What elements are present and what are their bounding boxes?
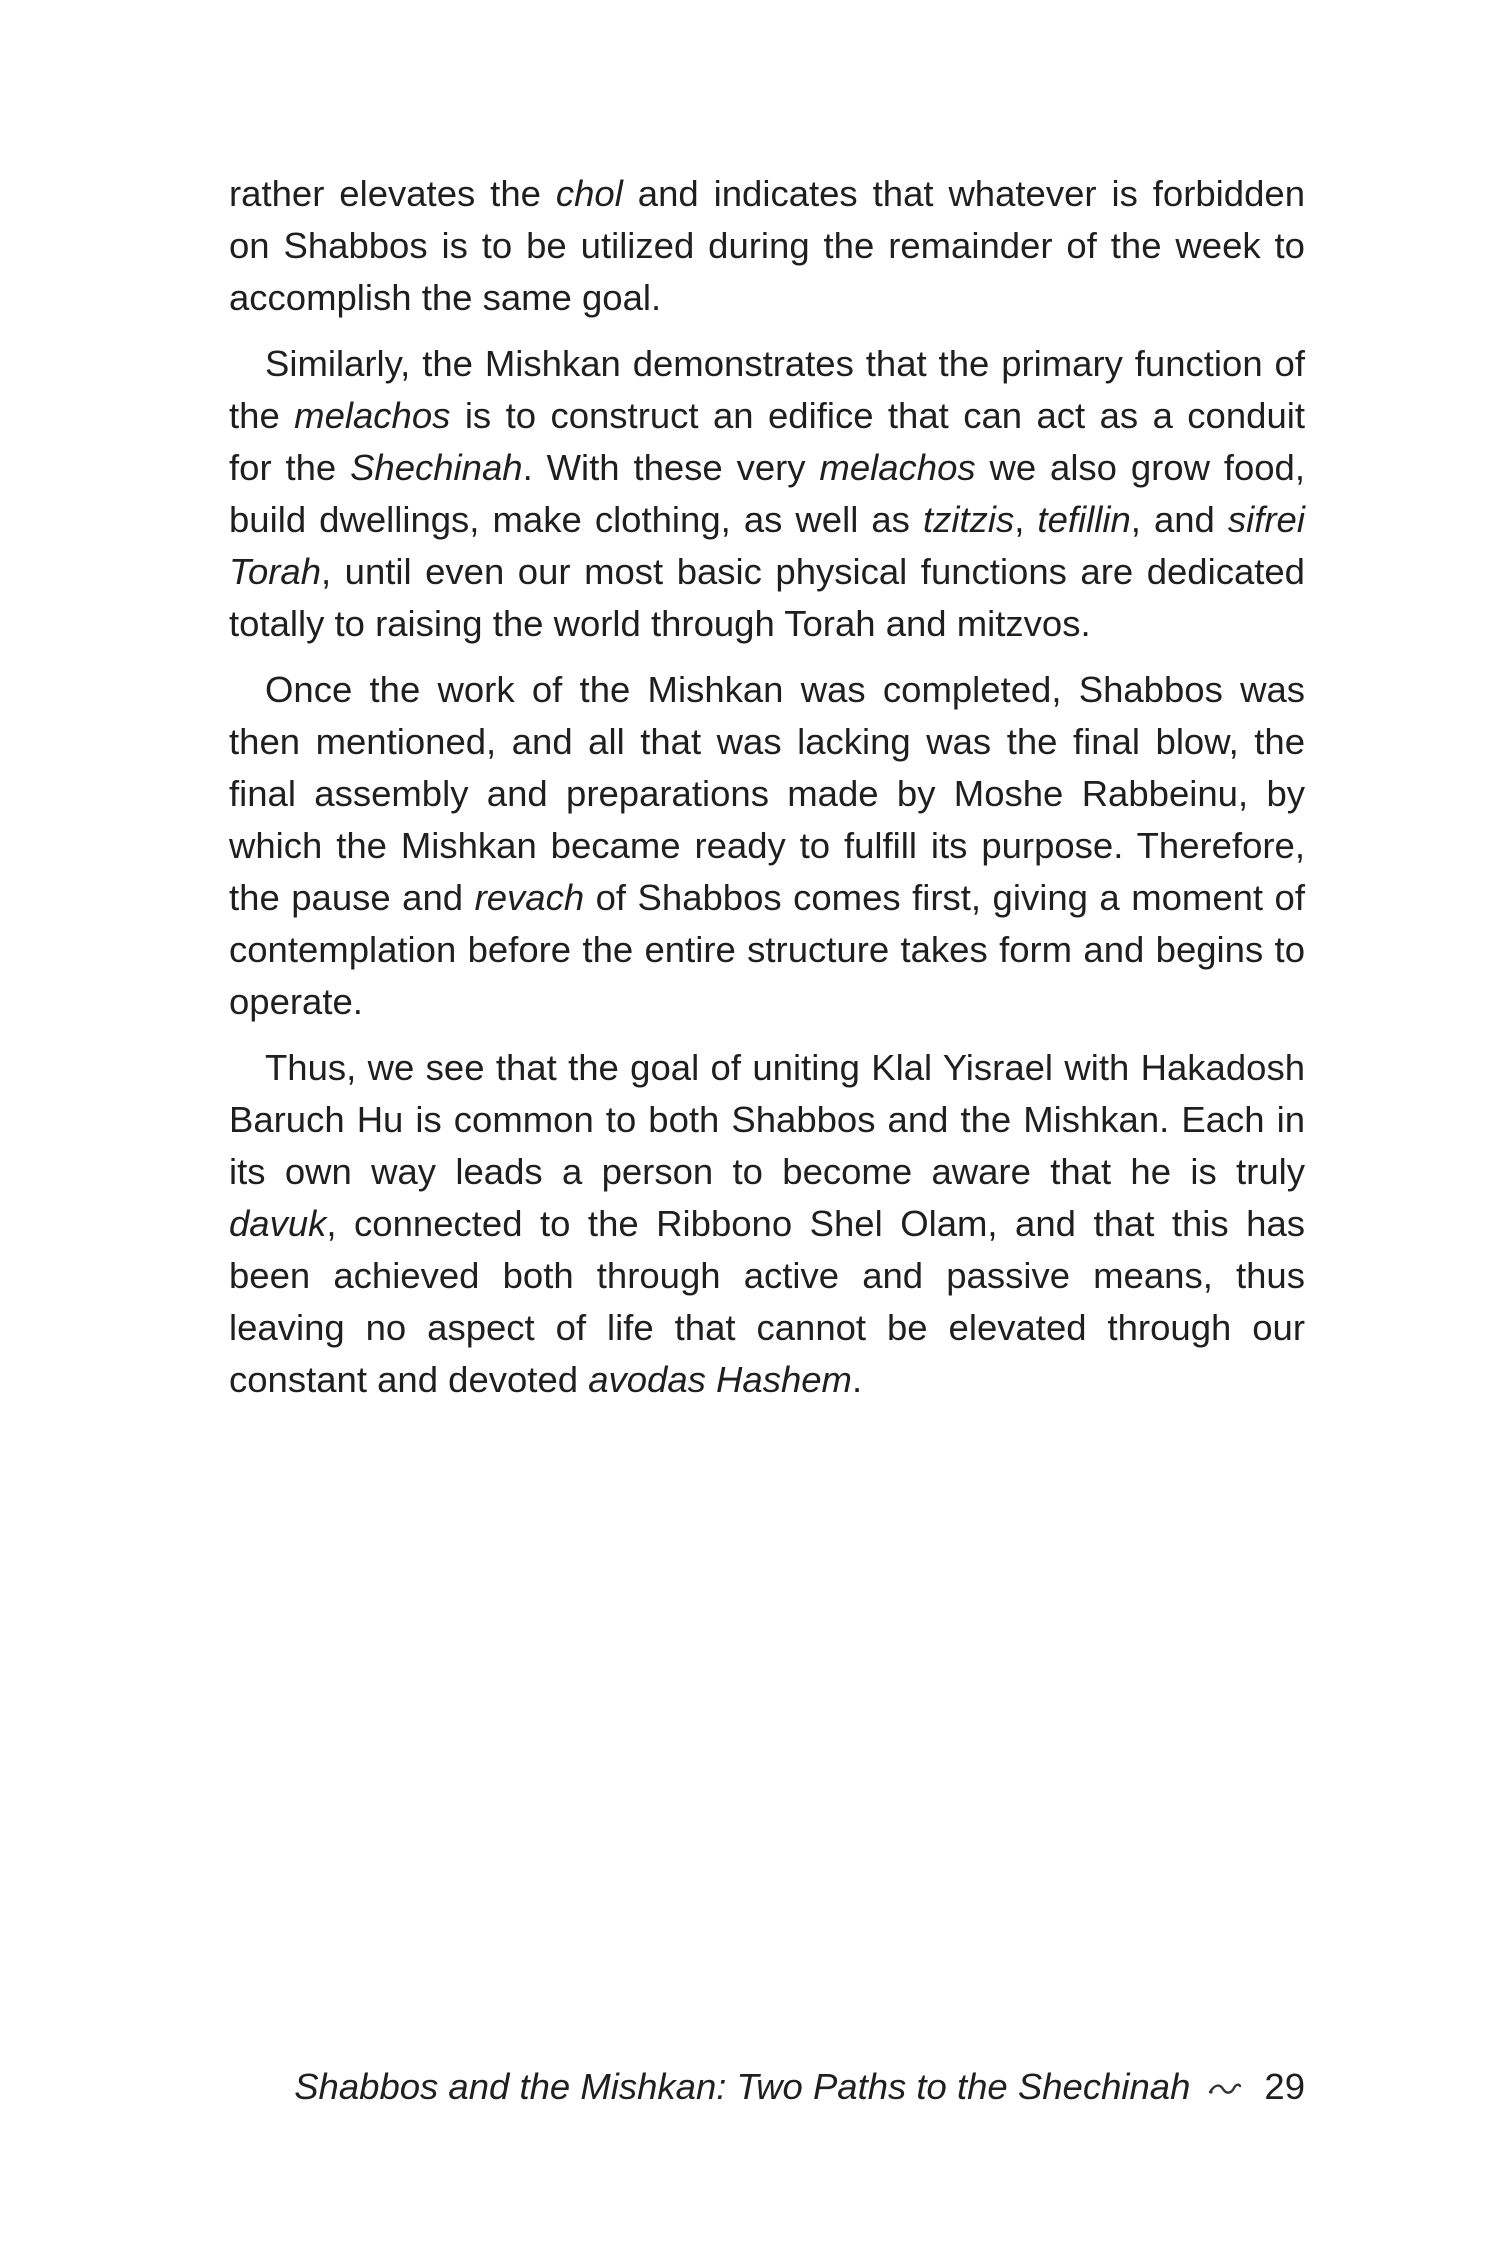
text-segment: , — [1014, 499, 1038, 540]
italic-term: Shechinah — [350, 447, 523, 488]
text-segment: Once the work of the Mishkan was completed, Shabbos was then mentioned, and all that was lacking was the final blow, the final assembly and preparations made by Moshe Rabbeinu, by which the Mishkan became ready to fulfill its purpose. Therefore, the pause and — [229, 669, 1305, 918]
paragraph-1 — [229, 168, 1305, 324]
page-footer — [294, 2061, 1305, 2113]
text-segment: and indicates that whatever is forbidden on Shabbos is to be utilized during the remainder of the week to accomplish the same goal. — [229, 173, 1305, 318]
running-title: Shabbos and the Mishkan: Two Paths to the Shechinah — [294, 2066, 1191, 2107]
text-segment: of Shabbos comes first, giving a moment of contemplation before the entire structure takes form and begins to operate. — [229, 877, 1305, 1022]
italic-term: tefillin — [1037, 499, 1131, 540]
italic-term: avodas Hashem — [588, 1359, 852, 1400]
italic-term: sifrei Torah — [229, 499, 1305, 592]
page-number: 29 — [1264, 2066, 1305, 2107]
text-segment: Thus, we see that the goal of uniting Klal Yisrael with Hakadosh Baruch Hu is common to both Shabbos and the Mishkan. Each in its own way leads a person to become aware that he is truly — [229, 1047, 1305, 1192]
text-segment: , connected to the Ribbono Shel Olam, and that this has been achieved both through active and passive means, thus leaving no aspect of life that cannot be elevated through our constant and devoted — [229, 1203, 1305, 1400]
swash-ornament-icon — [1208, 2081, 1242, 2097]
italic-term: davuk — [229, 1203, 327, 1244]
paragraph-2 — [229, 338, 1305, 650]
paragraph-3 — [229, 664, 1305, 1028]
text-segment: . — [851, 1359, 863, 1400]
text-segment: is to construct an edifice that can act as a conduit for the — [229, 395, 1305, 488]
italic-term: chol — [555, 173, 623, 214]
text-segment: we also grow food, build dwellings, make clothing, as well as — [229, 447, 1305, 540]
text-segment: , and — [1130, 499, 1228, 540]
text-segment: rather elevates the — [229, 173, 556, 214]
italic-term: tzitzis — [922, 499, 1015, 540]
paragraph-4 — [229, 1042, 1305, 1406]
italic-term: melachos — [819, 447, 976, 488]
body-text — [229, 168, 1305, 1420]
text-segment: Similarly, the Mishkan demonstrates that the primary function of the — [229, 343, 1305, 436]
italic-term: revach — [474, 877, 585, 918]
text-segment: , until even our most basic physical functions are dedicated totally to raising the world through Torah and mitzvos. — [229, 551, 1305, 644]
italic-term: melachos — [294, 395, 451, 436]
text-segment: . With these very — [522, 447, 820, 488]
